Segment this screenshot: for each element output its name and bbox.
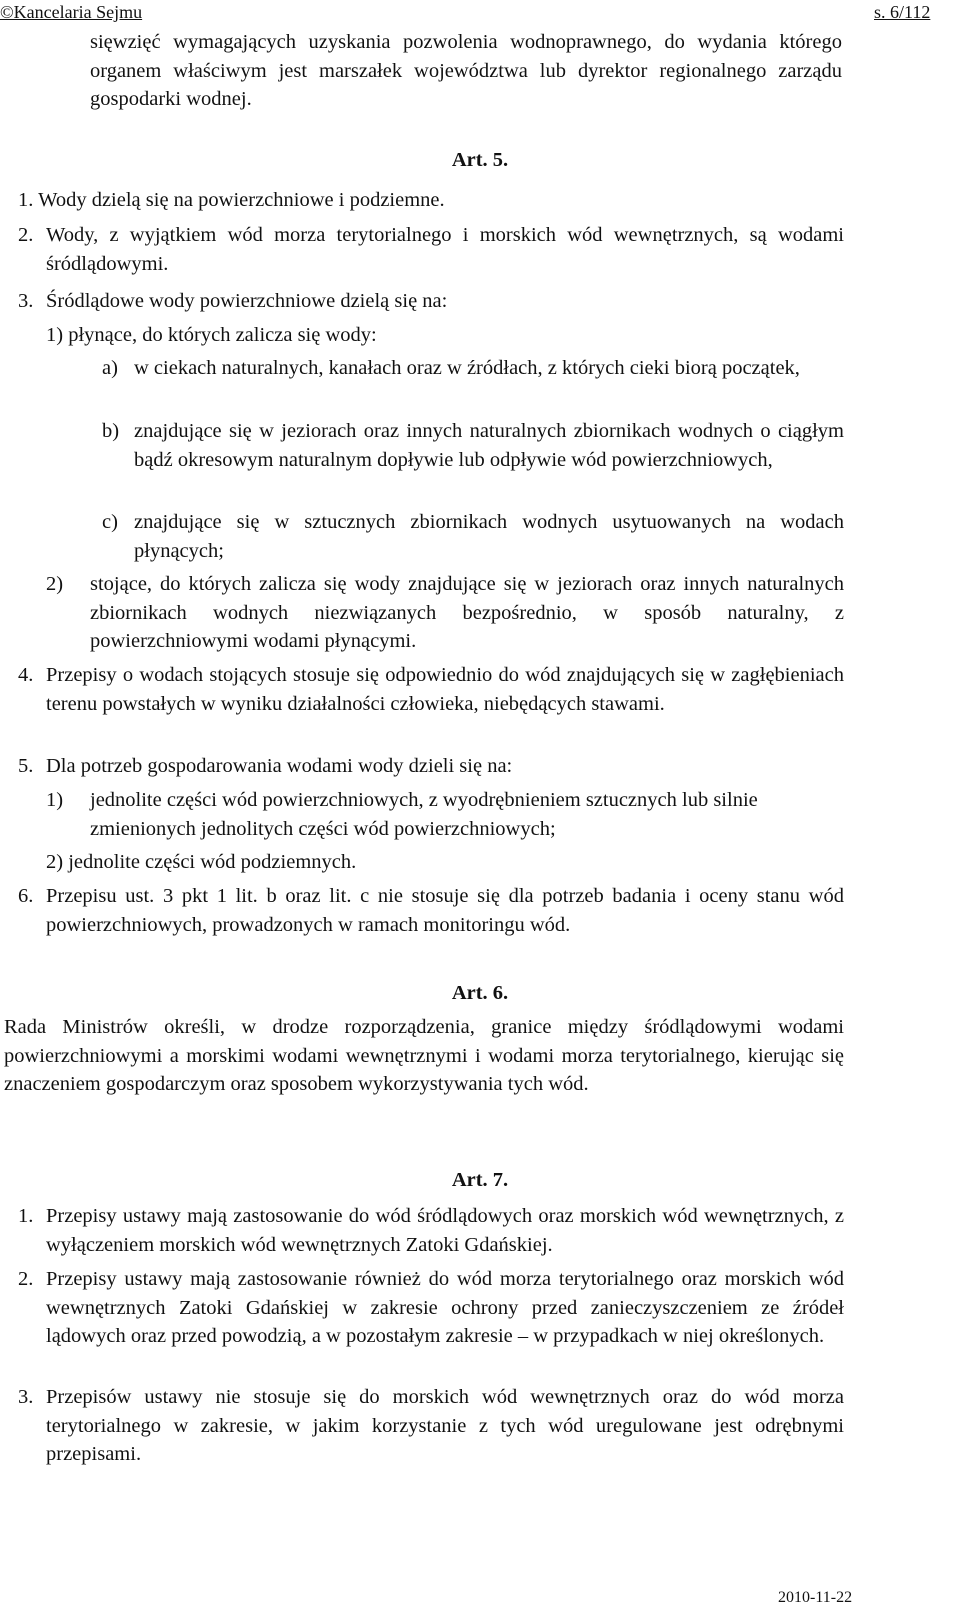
art7-para-2-label: 2. — [18, 1268, 34, 1290]
art5-para-5: Dla potrzeb gospodarowania wodami wody dzieli się na: — [46, 755, 513, 777]
art5-point-1b: znajdujące się w jeziorach oraz innych naturalnych zbiornikach wodnych o ciągłym bądź okresowym naturalnym dopływie lub odpływie wód powierzchniowych, — [134, 420, 844, 471]
art5-point-1c-label: c) — [102, 511, 118, 533]
art5-point-1a: w ciekach naturalnych, kanałach oraz w źródłach, z których cieki biorą początek, — [134, 357, 800, 379]
art5-para-5-point-2: 2) jednolite części wód podziemnych. — [46, 851, 357, 873]
art5-para-3-point-2: stojące, do których zalicza się wody znajdujące się w jeziorach oraz innych naturalnych zbiornikach wodnych niezwiązanych bezpośrednio, w sposób naturalny, z powierzchniowymi wodami płynącymi. — [90, 573, 844, 653]
art5-para-3: Śródlądowe wody powierzchniowe dzielą się na: — [46, 290, 448, 312]
article-5-title: Art. 5. — [451, 149, 509, 171]
art7-para-3: Przepisów ustawy nie stosuje się do morskich wód wewnętrznych oraz do wód morza terytorialnego w zakresie, w jakim korzystanie z tych wód uregulowane jest odrębnymi przepisami. — [46, 1386, 844, 1466]
art7-para-2: Przepisy ustawy mają zastosowanie również do wód morza terytorialnego oraz morskich wód wewnętrznych Zatoki Gdańskiej w zakresie ochrony przed zanieczyszczeniem ze źródeł lądowych oraz przed powodzią, a w pozostałym zakresie – w przypadkach w niej określonych. — [46, 1268, 844, 1348]
art5-para-3-point-2-label: 2) — [46, 573, 64, 595]
art5-para-3-label: 3. — [18, 290, 34, 312]
art5-para-4: Przepisy o wodach stojących stosuje się odpowiednio do wód znajdujących się w zagłębieniach terenu powstałych w wyniku działalności człowieka, niebędących stawami. — [46, 664, 844, 715]
article-7-title: Art. 7. — [451, 1169, 509, 1191]
art5-para-5-point-1-label: 1) — [46, 789, 64, 811]
art5-para-3-point-1: 1) płynące, do których zalicza się wody: — [46, 324, 377, 346]
art7-para-1-label: 1. — [18, 1205, 34, 1227]
art5-point-1a-label: a) — [102, 357, 118, 379]
intro-paragraph: sięwzięć wymagających uzyskania pozwolenia wodnoprawnego, do wydania którego organem właściwym jest marszałek województwa lub dyrektor regionalnego zarządu gospodarki wodnej. — [90, 31, 842, 111]
art5-point-1b-label: b) — [102, 420, 120, 442]
art6-paragraph: Rada Ministrów określi, w drodze rozporządzenia, granice między śródlądowymi wodami powierzchniowymi a morskimi wodami wewnętrznymi i wodami morza terytorialnego, kierując się znaczeniem gospodarczym oraz sposobem wykorzystywania tych wód. — [4, 1016, 844, 1096]
art5-para-1: 1. Wody dzielą się na powierzchniowe i podziemne. — [18, 189, 445, 211]
art7-para-1: Przepisy ustawy mają zastosowanie do wód śródlądowych oraz morskich wód wewnętrznych, z wyłączeniem morskich wód wewnętrznych Zatoki Gdańskiej. — [46, 1205, 844, 1256]
footer-date: 2010-11-22 — [778, 1589, 853, 1606]
art5-para-6: Przepisu ust. 3 pkt 1 lit. b oraz lit. c nie stosuje się dla potrzeb badania i oceny stanu wód powierzchniowych, prowadzonych w ramach monitoringu wód. — [46, 885, 844, 936]
article-6-title: Art. 6. — [451, 982, 509, 1004]
header-source: ©Kancelaria Sejmu — [0, 2, 143, 22]
art5-para-5-label: 5. — [18, 755, 34, 777]
art5-para-4-label: 4. — [18, 664, 34, 686]
art5-para-5-point-1: jednolite części wód powierzchniowych, z wyodrębnieniem sztucznych lub silnie zmienionych jednolitych części wód powierzchniowych; — [90, 789, 758, 840]
art7-para-3-label: 3. — [18, 1386, 34, 1408]
art5-para-6-label: 6. — [18, 885, 34, 907]
art5-para-2: Wody, z wyjątkiem wód morza terytorialnego i morskich wód wewnętrznych, są wodami śródlądowymi. — [46, 224, 844, 275]
art5-point-1c: znajdujące się w sztucznych zbiornikach wodnych usytuowanych na wodach płynących; — [134, 511, 844, 562]
art5-para-2-label: 2. — [18, 224, 34, 246]
header-page-number: s. 6/112 — [874, 2, 931, 22]
